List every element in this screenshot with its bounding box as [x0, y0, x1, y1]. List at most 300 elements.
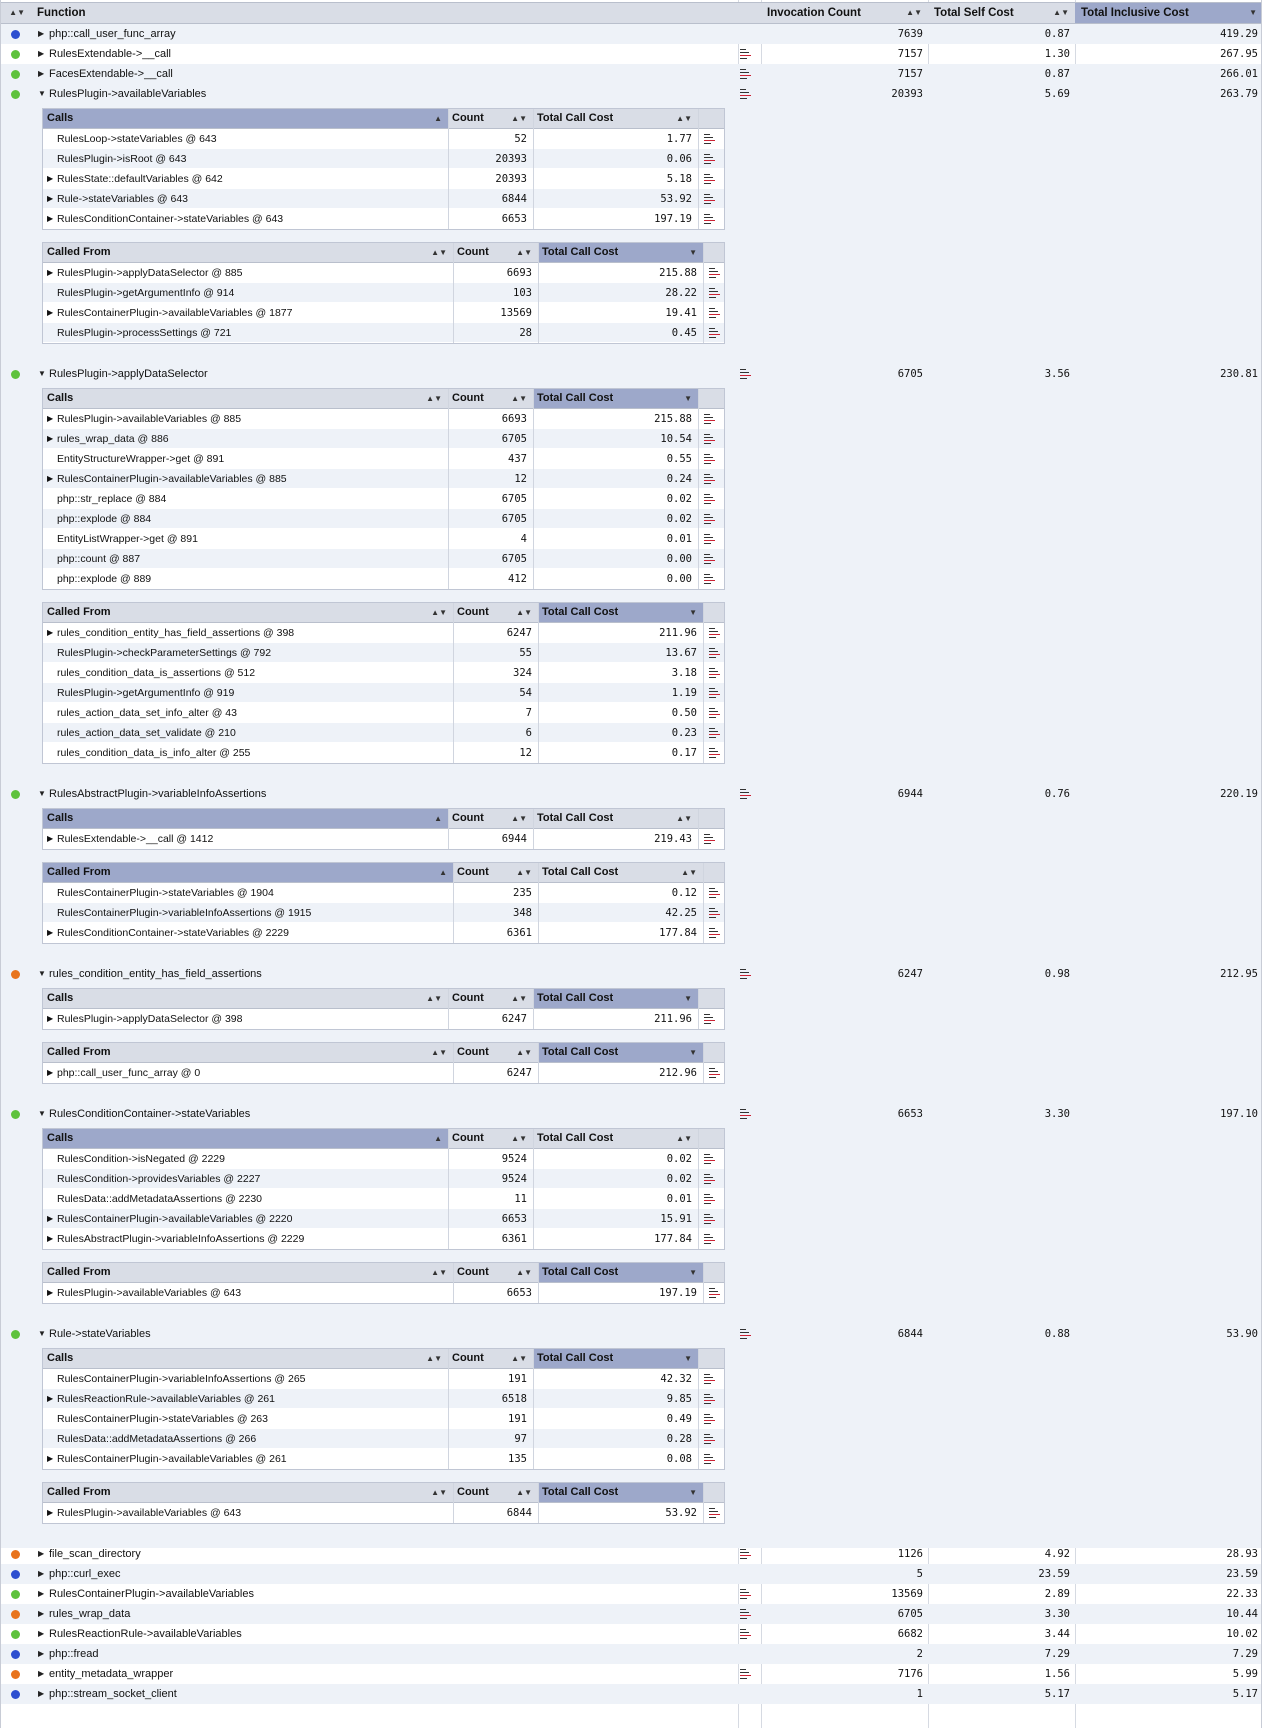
function-name: RulesPlugin->availableVariables	[49, 88, 207, 100]
collapsed-triangle-icon[interactable]: ▶	[38, 1569, 45, 1578]
table-cost-header[interactable]	[538, 1043, 703, 1062]
count-header-label: Count	[457, 246, 489, 258]
report-icon[interactable]	[709, 688, 721, 698]
self-cost: 0.88	[1044, 1328, 1070, 1340]
table-count-header[interactable]	[448, 1349, 533, 1368]
table-header-label: Called From	[47, 1486, 111, 1498]
call-row[interactable]	[43, 429, 724, 449]
expanded-triangle-icon[interactable]: ▼	[38, 89, 46, 98]
table-count-header[interactable]	[453, 1043, 538, 1062]
call-row[interactable]	[43, 509, 724, 529]
function-row[interactable]	[1, 1644, 1262, 1664]
function-row[interactable]	[1, 1684, 1262, 1704]
call-row[interactable]	[43, 1209, 724, 1229]
call-row[interactable]	[43, 1169, 724, 1189]
invocation-count: 13569	[891, 1588, 923, 1600]
call-name: EntityStructureWrapper->get @ 891	[57, 453, 225, 465]
table-cost-header[interactable]	[538, 1483, 703, 1502]
invocation-count: 6705	[897, 1608, 923, 1620]
call-row[interactable]	[43, 923, 724, 943]
call-row[interactable]	[43, 703, 724, 723]
inclusive-cost: 10.02	[1226, 1628, 1258, 1640]
call-count: 9524	[501, 1173, 527, 1185]
self-cost: 23.59	[1038, 1568, 1070, 1580]
report-icon[interactable]	[709, 888, 721, 898]
invocation-count-column-header[interactable]	[761, 3, 928, 23]
collapsed-triangle-icon[interactable]: ▶	[47, 414, 54, 423]
report-icon[interactable]	[740, 1109, 752, 1119]
status-dot-icon	[11, 1690, 20, 1699]
report-icon[interactable]	[704, 1214, 716, 1224]
expanded-triangle-icon[interactable]: ▼	[38, 969, 46, 978]
call-count: 6247	[501, 1013, 527, 1025]
expanded-triangle-icon[interactable]: ▼	[38, 369, 46, 378]
sort-icon: ▲▼	[676, 1134, 692, 1143]
invocation-count: 1126	[897, 1548, 923, 1560]
collapsed-triangle-icon[interactable]: ▶	[38, 1689, 45, 1698]
collapsed-triangle-icon[interactable]: ▶	[47, 628, 54, 637]
collapsed-triangle-icon[interactable]: ▶	[47, 1288, 54, 1297]
function-row[interactable]	[1, 784, 1262, 804]
called-from-table	[42, 1482, 725, 1524]
call-row[interactable]	[43, 569, 724, 589]
call-count: 12	[519, 747, 532, 759]
table-name-header[interactable]	[43, 1483, 453, 1502]
self-cost: 1.56	[1044, 1668, 1070, 1680]
report-icon[interactable]	[740, 789, 752, 799]
inclusive-cost: 230.81	[1220, 368, 1258, 380]
call-row[interactable]	[43, 643, 724, 663]
self-cost: 0.76	[1044, 788, 1070, 800]
table-cost-header[interactable]	[538, 1263, 703, 1282]
report-icon[interactable]	[740, 1609, 752, 1619]
call-row[interactable]	[43, 723, 724, 743]
table-count-header[interactable]	[448, 109, 533, 128]
report-icon[interactable]	[704, 414, 716, 424]
self-cost-column-header[interactable]	[928, 3, 1075, 23]
inclusive-cost: 22.33	[1226, 1588, 1258, 1600]
report-icon[interactable]	[704, 534, 716, 544]
report-icon[interactable]	[709, 668, 721, 678]
collapsed-triangle-icon[interactable]: ▶	[38, 1629, 45, 1638]
called-from-table	[42, 862, 725, 944]
collapsed-triangle-icon[interactable]: ▶	[38, 29, 45, 38]
call-count: 12	[514, 473, 527, 485]
sort-icon: ▲▼	[516, 1048, 532, 1057]
invocation-count: 2	[916, 1648, 923, 1660]
collapsed-triangle-icon[interactable]: ▶	[47, 268, 54, 277]
report-icon[interactable]	[740, 369, 752, 379]
status-dot-icon	[11, 370, 20, 379]
sort-asc-icon: ▲	[439, 868, 447, 877]
collapsed-triangle-icon[interactable]: ▶	[47, 1068, 54, 1077]
status-dot-icon	[11, 1570, 20, 1579]
call-name: rules_action_data_set_info_alter @ 43	[57, 707, 237, 719]
table-count-header[interactable]	[453, 603, 538, 622]
function-name: rules_wrap_data	[49, 1608, 131, 1620]
table-count-header[interactable]	[448, 809, 533, 828]
cost-header-label: Total Call Cost	[542, 1266, 619, 1278]
call-name: RulesContainerPlugin->stateVariables @ 263	[57, 1413, 268, 1425]
report-icon[interactable]	[704, 1174, 716, 1184]
collapsed-triangle-icon[interactable]: ▶	[38, 69, 45, 78]
report-icon[interactable]	[709, 648, 721, 658]
self-cost: 1.30	[1044, 48, 1070, 60]
call-row[interactable]	[43, 903, 724, 923]
call-row[interactable]	[43, 1369, 724, 1389]
call-row[interactable]	[43, 149, 724, 169]
invocation-count: 1	[916, 1688, 923, 1700]
report-icon[interactable]	[704, 574, 716, 584]
function-row[interactable]	[1, 1544, 1262, 1564]
collapsed-triangle-icon[interactable]: ▶	[47, 174, 54, 183]
call-count: 6247	[506, 627, 532, 639]
function-row[interactable]	[1, 1324, 1262, 1344]
call-name: RulesContainerPlugin->variableInfoAssertions @ 1915	[57, 907, 312, 919]
call-name: RulesPlugin->availableVariables @ 885	[57, 413, 242, 425]
collapsed-triangle-icon[interactable]: ▶	[38, 1649, 45, 1658]
status-dot-icon	[11, 90, 20, 99]
report-icon[interactable]	[740, 969, 752, 979]
sort-icon: ▲▼	[681, 868, 697, 877]
report-icon[interactable]	[709, 1508, 721, 1518]
call-row[interactable]	[43, 1429, 724, 1449]
report-icon[interactable]	[740, 89, 752, 99]
status-dot-icon	[11, 1590, 20, 1599]
table-cost-header[interactable]	[533, 109, 698, 128]
status-dot-icon	[11, 1330, 20, 1339]
report-icon[interactable]	[704, 1394, 716, 1404]
call-row[interactable]	[43, 1009, 724, 1029]
call-row[interactable]	[43, 829, 724, 849]
invocation-count: 7157	[897, 48, 923, 60]
report-icon[interactable]	[740, 49, 752, 59]
sort-icon: ▲▼	[516, 248, 532, 257]
count-header-label: Count	[452, 1352, 484, 1364]
call-cost: 0.50	[671, 707, 697, 719]
table-name-header[interactable]	[43, 1263, 453, 1282]
call-row[interactable]	[43, 883, 724, 903]
call-row[interactable]	[43, 743, 724, 763]
table-name-header[interactable]	[43, 603, 453, 622]
table-header-label: Called From	[47, 866, 111, 878]
report-icon[interactable]	[709, 328, 721, 338]
report-icon[interactable]	[709, 928, 721, 938]
report-icon[interactable]	[709, 908, 721, 918]
call-cost: 0.01	[666, 1193, 692, 1205]
table-name-header[interactable]	[43, 243, 453, 262]
collapsed-triangle-icon[interactable]: ▶	[38, 1549, 45, 1558]
report-icon[interactable]	[704, 194, 716, 204]
sort-desc-icon: ▼	[689, 608, 697, 617]
sort-icon: ▲▼	[516, 1488, 532, 1497]
function-row[interactable]	[1, 1604, 1262, 1624]
cost-header-label: Total Call Cost	[537, 1352, 614, 1364]
report-icon[interactable]	[709, 748, 721, 758]
call-name: RulesLoop->stateVariables @ 643	[57, 133, 217, 145]
call-row[interactable]	[43, 129, 724, 149]
call-row[interactable]	[43, 1149, 724, 1169]
call-row[interactable]	[43, 1449, 724, 1469]
table-count-header[interactable]	[448, 389, 533, 408]
collapsed-triangle-icon[interactable]: ▶	[47, 1394, 54, 1403]
collapsed-triangle-icon[interactable]: ▶	[47, 834, 54, 843]
call-name: php::str_replace @ 884	[57, 493, 167, 505]
sort-icon: ▲▼	[431, 1488, 447, 1497]
count-header-label: Count	[452, 812, 484, 824]
invocation-count: 6705	[897, 368, 923, 380]
call-cost: 0.02	[666, 513, 692, 525]
inclusive-header-label: Total Inclusive Cost	[1081, 7, 1189, 19]
self-cost: 0.87	[1044, 28, 1070, 40]
report-icon[interactable]	[740, 1589, 752, 1599]
call-count: 191	[508, 1373, 527, 1385]
report-icon[interactable]	[709, 728, 721, 738]
function-column-header[interactable]	[31, 3, 737, 23]
report-icon[interactable]	[740, 1629, 752, 1639]
report-icon[interactable]	[740, 1329, 752, 1339]
collapsed-triangle-icon[interactable]: ▶	[47, 928, 54, 937]
table-cost-header[interactable]	[533, 1129, 698, 1148]
report-icon[interactable]	[704, 1234, 716, 1244]
table-name-header[interactable]	[43, 1129, 448, 1148]
call-row[interactable]	[43, 549, 724, 569]
function-row[interactable]	[1, 24, 1262, 44]
report-icon[interactable]	[704, 174, 716, 184]
sort-icon: ▲▼	[676, 114, 692, 123]
sort-icon: ▲▼	[1053, 8, 1069, 17]
table-name-header[interactable]	[43, 863, 453, 882]
table-cost-header[interactable]	[538, 863, 703, 882]
call-row[interactable]	[43, 683, 724, 703]
table-cost-header[interactable]	[538, 243, 703, 262]
report-icon[interactable]	[740, 1669, 752, 1679]
call-row[interactable]	[43, 1283, 724, 1303]
call-cost: 1.77	[666, 133, 692, 145]
report-icon[interactable]	[704, 834, 716, 844]
call-count: 6693	[506, 267, 532, 279]
table-count-header[interactable]	[448, 989, 533, 1008]
call-count: 6361	[506, 927, 532, 939]
call-row[interactable]	[43, 409, 724, 429]
call-cost: 177.84	[654, 1233, 692, 1245]
report-icon[interactable]	[704, 434, 716, 444]
report-icon[interactable]	[709, 308, 721, 318]
call-name: RulesPlugin->isRoot @ 643	[57, 153, 187, 165]
call-count: 6653	[506, 1287, 532, 1299]
function-row[interactable]	[1, 44, 1262, 64]
call-row[interactable]	[43, 1503, 724, 1523]
call-row[interactable]	[43, 529, 724, 549]
table-cost-header[interactable]	[533, 989, 698, 1008]
expanded-triangle-icon[interactable]: ▼	[38, 1109, 46, 1118]
table-name-header[interactable]	[43, 109, 448, 128]
inclusive-cost: 220.19	[1220, 788, 1258, 800]
report-icon[interactable]	[709, 708, 721, 718]
table-count-header[interactable]	[453, 1483, 538, 1502]
report-icon[interactable]	[704, 454, 716, 464]
table-cost-header[interactable]	[533, 1349, 698, 1368]
table-name-header[interactable]	[43, 1349, 448, 1368]
call-name: RulesPlugin->processSettings @ 721	[57, 327, 232, 339]
call-row[interactable]	[43, 323, 724, 343]
function-row[interactable]	[1, 1624, 1262, 1644]
self-cost: 5.69	[1044, 88, 1070, 100]
function-row[interactable]	[1, 1584, 1262, 1604]
collapsed-triangle-icon[interactable]: ▶	[47, 474, 54, 483]
invocation-count: 6844	[897, 1328, 923, 1340]
collapsed-triangle-icon[interactable]: ▶	[47, 214, 54, 223]
call-row[interactable]	[43, 189, 724, 209]
function-name: file_scan_directory	[49, 1548, 141, 1560]
function-row[interactable]	[1, 1104, 1262, 1124]
function-row[interactable]	[1, 84, 1262, 104]
report-icon[interactable]	[704, 214, 716, 224]
collapsed-triangle-icon[interactable]: ▶	[47, 1454, 54, 1463]
count-header-label: Count	[452, 1132, 484, 1144]
report-icon[interactable]	[709, 288, 721, 298]
status-dot-icon	[11, 50, 20, 59]
call-row[interactable]	[43, 169, 724, 189]
report-icon[interactable]	[709, 268, 721, 278]
call-row[interactable]	[43, 449, 724, 469]
report-icon[interactable]	[704, 1374, 716, 1384]
call-row[interactable]	[43, 1389, 724, 1409]
table-header-label: Called From	[47, 606, 111, 618]
sort-desc-icon: ▼	[684, 994, 692, 1003]
call-row[interactable]	[43, 663, 724, 683]
report-icon[interactable]	[704, 554, 716, 564]
function-row[interactable]	[1, 64, 1262, 84]
report-icon[interactable]	[704, 1434, 716, 1444]
call-row[interactable]	[43, 263, 724, 283]
call-cost: 215.88	[659, 267, 697, 279]
inclusive-cost: 23.59	[1226, 1568, 1258, 1580]
function-name: RulesAbstractPlugin->variableInfoAssertions	[49, 788, 267, 800]
table-name-header[interactable]	[43, 989, 448, 1008]
call-row[interactable]	[43, 1189, 724, 1209]
cost-header-label: Total Call Cost	[542, 1486, 619, 1498]
cost-header-label: Total Call Cost	[537, 992, 614, 1004]
call-row[interactable]	[43, 283, 724, 303]
invocation-count: 7176	[897, 1668, 923, 1680]
function-row[interactable]	[1, 964, 1262, 984]
report-icon[interactable]	[704, 514, 716, 524]
collapsed-triangle-icon[interactable]: ▶	[47, 1214, 54, 1223]
call-cost: 0.45	[671, 327, 697, 339]
call-row[interactable]	[43, 1229, 724, 1249]
report-icon[interactable]	[704, 1014, 716, 1024]
dot-column-header[interactable]: ▲▼	[9, 8, 25, 17]
report-icon[interactable]	[704, 1454, 716, 1464]
call-row[interactable]	[43, 623, 724, 643]
report-icon[interactable]	[704, 134, 716, 144]
call-row[interactable]	[43, 209, 724, 229]
call-count: 28	[519, 327, 532, 339]
collapsed-triangle-icon[interactable]: ▶	[47, 434, 54, 443]
table-count-header[interactable]	[453, 1263, 538, 1282]
call-row[interactable]	[43, 469, 724, 489]
report-icon[interactable]	[740, 1549, 752, 1559]
call-count: 6705	[501, 553, 527, 565]
call-cost: 42.32	[660, 1373, 692, 1385]
table-count-header[interactable]	[453, 863, 538, 882]
table-name-header[interactable]	[43, 1043, 453, 1062]
collapsed-triangle-icon[interactable]: ▶	[38, 1669, 45, 1678]
table-cost-header[interactable]	[538, 603, 703, 622]
report-icon[interactable]	[740, 69, 752, 79]
function-row[interactable]	[1, 364, 1262, 384]
report-icon[interactable]	[704, 1194, 716, 1204]
report-icon[interactable]	[704, 494, 716, 504]
function-row[interactable]	[1, 1564, 1262, 1584]
call-cost: 15.91	[660, 1213, 692, 1225]
call-cost: 177.84	[659, 927, 697, 939]
inclusive-cost-column-header[interactable]	[1075, 3, 1262, 23]
collapsed-triangle-icon[interactable]: ▶	[47, 1014, 54, 1023]
table-name-header[interactable]	[43, 389, 448, 408]
call-name: RulesPlugin->applyDataSelector @ 398	[57, 1013, 243, 1025]
report-icon[interactable]	[709, 1288, 721, 1298]
collapsed-triangle-icon[interactable]: ▶	[47, 1508, 54, 1517]
count-header-label: Count	[457, 1046, 489, 1058]
call-name: RulesPlugin->getArgumentInfo @ 914	[57, 287, 235, 299]
table-count-header[interactable]	[448, 1129, 533, 1148]
self-header-label: Total Self Cost	[934, 7, 1014, 19]
call-cost: 5.18	[666, 173, 692, 185]
cost-header-label: Total Call Cost	[537, 1132, 614, 1144]
call-count: 55	[519, 647, 532, 659]
call-cost: 0.00	[666, 573, 692, 585]
table-cost-header[interactable]	[533, 389, 698, 408]
call-cost: 53.92	[665, 1507, 697, 1519]
report-icon[interactable]	[704, 1154, 716, 1164]
call-row[interactable]	[43, 303, 724, 323]
function-name: FacesExtendable->__call	[49, 68, 173, 80]
expanded-triangle-icon[interactable]: ▼	[38, 1329, 46, 1338]
call-count: 6518	[501, 1393, 527, 1405]
cost-header-label: Total Call Cost	[542, 246, 619, 258]
sort-icon: ▲▼	[431, 608, 447, 617]
sort-icon: ▲▼	[511, 814, 527, 823]
table-count-header[interactable]	[453, 243, 538, 262]
invocation-count: 6682	[897, 1628, 923, 1640]
table-cost-header[interactable]	[533, 809, 698, 828]
report-icon[interactable]	[704, 1414, 716, 1424]
call-cost: 0.28	[666, 1433, 692, 1445]
function-row[interactable]	[1, 1664, 1262, 1684]
report-icon[interactable]	[704, 474, 716, 484]
report-icon[interactable]	[704, 154, 716, 164]
collapsed-triangle-icon[interactable]: ▶	[38, 1609, 45, 1618]
call-row[interactable]	[43, 1409, 724, 1429]
call-row[interactable]	[43, 1063, 724, 1083]
report-icon[interactable]	[709, 628, 721, 638]
sort-icon: ▲▼	[906, 8, 922, 17]
table-name-header[interactable]	[43, 809, 448, 828]
collapsed-triangle-icon[interactable]: ▶	[47, 1234, 54, 1243]
call-count: 6705	[501, 433, 527, 445]
count-header-label: Count	[457, 1486, 489, 1498]
collapsed-triangle-icon[interactable]: ▶	[47, 308, 54, 317]
call-count: 6844	[501, 193, 527, 205]
collapsed-triangle-icon[interactable]: ▶	[38, 49, 45, 58]
expanded-triangle-icon[interactable]: ▼	[38, 789, 46, 798]
collapsed-triangle-icon[interactable]: ▶	[38, 1589, 45, 1598]
collapsed-triangle-icon[interactable]: ▶	[47, 194, 54, 203]
report-icon[interactable]	[709, 1068, 721, 1078]
call-row[interactable]	[43, 489, 724, 509]
